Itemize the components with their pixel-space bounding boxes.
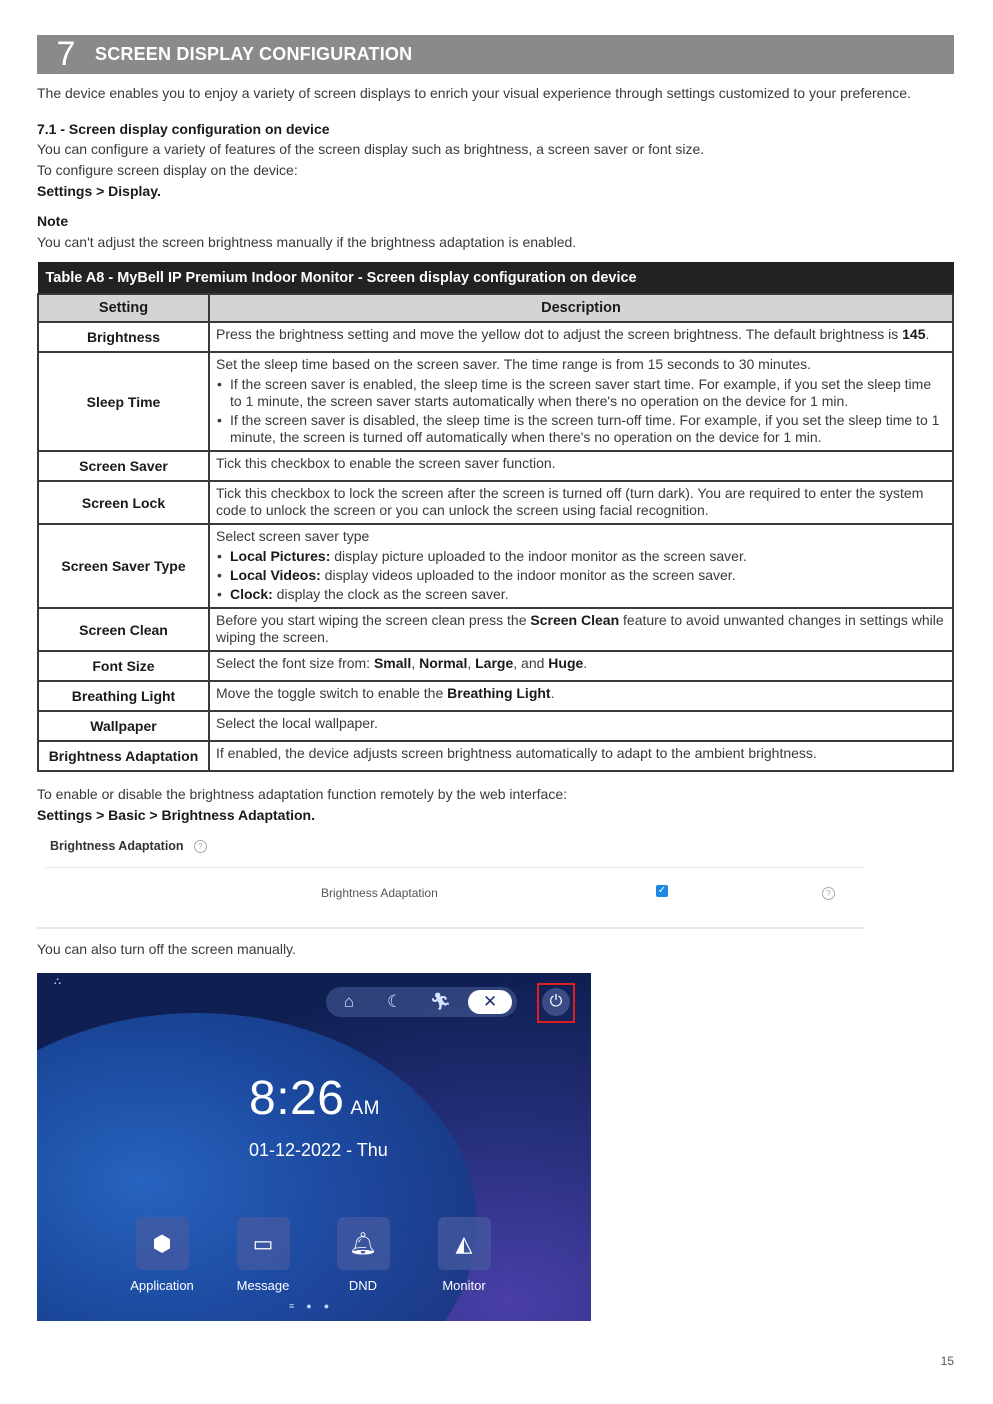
- camera-icon: ◭: [438, 1217, 491, 1270]
- setting-description: Select screen saver type • Local Pictures: display picture uploaded to the indoor monitor as the screen saver. • Local Videos: display videos uploaded to the indoor monitor as the screen saver. • Clock: display the clock as the screen saver.: [209, 524, 953, 608]
- setting-name: Breathing Light: [38, 681, 209, 711]
- moon-icon[interactable]: ☾: [387, 992, 403, 1011]
- table-row: [38, 608, 953, 651]
- running-man-icon[interactable]: 🏃︎: [429, 992, 452, 1011]
- table-row: [38, 352, 953, 451]
- device-home-screen: [37, 973, 591, 1321]
- setting-name: Sleep Time: [38, 352, 209, 451]
- setting-name: Screen Clean: [38, 608, 209, 651]
- page-number: 15: [940, 1354, 954, 1368]
- table-row: [38, 651, 953, 681]
- setting-name: Brightness Adaptation: [38, 741, 209, 771]
- settings-table: [37, 262, 954, 772]
- list-item: • If the screen saver is enabled, the sleep time is the screen saver start time. For example, if you set the sleep time to 1 minute, the screen saver starts automatically when there's no operation on the device for 1 min.: [230, 376, 946, 410]
- table-row: [38, 524, 953, 608]
- note-text: You can't adjust the screen brightness manually if the brightness adaptation is enabled.: [37, 234, 577, 250]
- table-row: [38, 481, 953, 524]
- app-application[interactable]: ⬢ Application: [122, 1217, 202, 1293]
- help-icon[interactable]: ?: [194, 840, 207, 853]
- table-row: [38, 322, 953, 352]
- subsection-paragraph-1: You can configure a variety of features of the screen display such as brightness, a screen saver or font size.: [37, 141, 705, 157]
- chat-icon: ▭: [237, 1217, 290, 1270]
- web-section-header: Brightness Adaptation ?: [50, 839, 207, 853]
- list-item: • Local Pictures: display picture uploaded to the indoor monitor as the screen saver.: [230, 548, 946, 565]
- shield-x-icon[interactable]: ✕: [468, 990, 512, 1014]
- list-item: • Local Videos: display videos uploaded to the indoor monitor as the screen saver.: [230, 567, 946, 584]
- setting-name: Screen Saver Type: [38, 524, 209, 608]
- subsection-title: 7.1 - Screen display configuration on device: [37, 121, 330, 137]
- mode-bar: [326, 987, 517, 1017]
- intro-paragraph: The device enables you to enjoy a variety of screen displays to enrich your visual experience through settings customized to your preference.: [37, 85, 911, 101]
- bell-icon: 🔔︎: [337, 1217, 390, 1270]
- section-number: 7: [56, 35, 76, 73]
- web-interface-screenshot: [37, 833, 863, 931]
- page-content: [37, 35, 954, 1321]
- page-indicator: ≡●●: [289, 1301, 342, 1311]
- network-icon: ⛬: [54, 976, 61, 987]
- remote-path: Settings > Basic > Brightness Adaptation.: [37, 807, 315, 823]
- app-dnd[interactable]: 🔔︎ DND: [323, 1217, 403, 1293]
- setting-name: Screen Lock: [38, 481, 209, 524]
- setting-description: Move the toggle switch to enable the Breathing Light.: [209, 681, 953, 711]
- brightness-adaptation-checkbox[interactable]: ✓: [657, 885, 667, 896]
- cube-icon: ⬢: [136, 1217, 189, 1270]
- subsection-paragraph-2: To configure screen display on the device:: [37, 162, 298, 178]
- setting-description: Press the brightness setting and move the yellow dot to adjust the screen brightness. The default brightness is 145.: [209, 322, 953, 352]
- settings-path: Settings > Display.: [37, 183, 161, 199]
- table-row: [38, 681, 953, 711]
- setting-description: Set the sleep time based on the screen saver. The time range is from 15 seconds to 30 minutes. • If the screen saver is enabled, the sleep time is the screen saver start time. For example, if you set the sleep time to 1 minute, the screen saver starts automatically when there's no operation on the device for 1 min. • If the screen saver is disabled, the sleep time is the screen turn-off time. For example, if you set the sleep time to 1 minute, the screen is turned off automatically when there's no operation on the device for 1 min.: [209, 352, 953, 451]
- brightness-adaptation-label: Brightness Adaptation: [321, 886, 438, 900]
- setting-name: Font Size: [38, 651, 209, 681]
- table-row: [38, 741, 953, 771]
- setting-description: Tick this checkbox to enable the screen saver function.: [209, 451, 953, 481]
- setting-description: Select the local wallpaper.: [209, 711, 953, 741]
- divider: [45, 867, 863, 868]
- section-header: [37, 35, 954, 74]
- app-monitor[interactable]: ◭ Monitor: [424, 1217, 504, 1293]
- table-row: [38, 711, 953, 741]
- list-item: • If the screen saver is disabled, the sleep time is the screen turn-off time. For example, if you set the sleep time to 1 minute, the screen is turned off automatically when there's no operation on the device for 1 min.: [230, 412, 946, 446]
- note-title: Note: [37, 213, 69, 229]
- table-caption: Table A8 - MyBell IP Premium Indoor Monitor - Screen display configuration on device: [38, 263, 953, 295]
- home-icon[interactable]: ⌂: [343, 992, 355, 1011]
- help-icon[interactable]: ?: [822, 887, 835, 900]
- column-header-setting: Setting: [38, 294, 209, 322]
- app-message[interactable]: ▭ Message: [223, 1217, 303, 1293]
- date: 01-12-2022 - Thu: [249, 1140, 388, 1160]
- setting-name: Screen Saver: [38, 451, 209, 481]
- divider: [37, 927, 863, 929]
- setting-description: Before you start wiping the screen clean press the Screen Clean feature to avoid unwanted changes in settings while wiping the screen.: [209, 608, 953, 651]
- setting-description: Select the font size from: Small, Normal, Large, and Huge.: [209, 651, 953, 681]
- setting-name: Brightness: [38, 322, 209, 352]
- setting-description: If enabled, the device adjusts screen brightness automatically to adapt to the ambient brightness.: [209, 741, 953, 771]
- column-header-description: Description: [209, 294, 953, 322]
- remote-paragraph: To enable or disable the brightness adaptation function remotely by the web interface:: [37, 786, 567, 802]
- clock: 8:26 AM: [249, 1072, 380, 1125]
- setting-description: Tick this checkbox to lock the screen after the screen is turned off (turn dark). You are required to enter the system code to unlock the screen or you can unlock the screen using facial recognition.: [209, 481, 953, 524]
- manual-paragraph: You can also turn off the screen manually.: [37, 941, 296, 957]
- table-row: [38, 451, 953, 481]
- list-item: • Clock: display the clock as the screen saver.: [230, 586, 946, 603]
- section-title: SCREEN DISPLAY CONFIGURATION: [95, 44, 413, 64]
- setting-name: Wallpaper: [38, 711, 209, 741]
- power-icon[interactable]: ⏻: [542, 988, 570, 1016]
